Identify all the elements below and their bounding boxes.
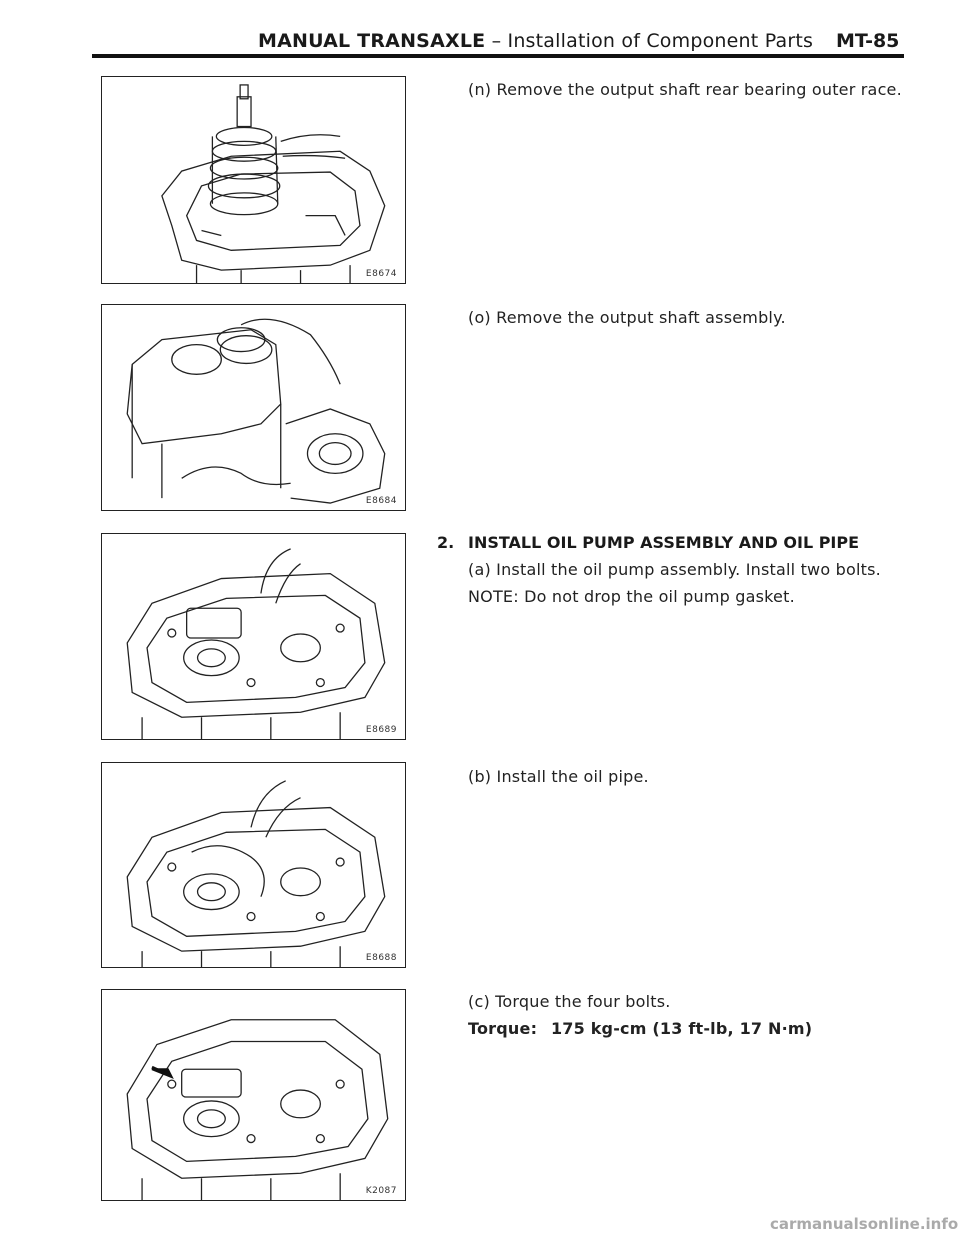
footer-watermark: carmanualsonline.info <box>770 1215 959 1233</box>
figure-code: E8674 <box>365 269 397 279</box>
figure-oil-pump <box>101 533 406 740</box>
figure-output-shaft <box>101 76 406 284</box>
figure-code: E8689 <box>365 725 397 735</box>
page-header <box>0 0 960 60</box>
figure-code: E8684 <box>365 496 397 506</box>
step-a-text: (a) Install the oil pump assembly. Install two bolts. <box>468 560 881 579</box>
step-c-text: (c) Torque the four bolts. <box>468 992 671 1011</box>
step-o-text: (o) Remove the output shaft assembly. <box>468 308 786 327</box>
figure-torque-bolts <box>101 989 406 1201</box>
header-rule <box>92 54 904 58</box>
bearing-race-illustration <box>102 305 405 510</box>
oil-pipe-illustration <box>102 763 405 967</box>
step-n-text: (n) Remove the output shaft rear bearing outer race. <box>468 80 902 99</box>
header-title <box>258 30 813 52</box>
figure-code: E8688 <box>365 953 397 963</box>
note-text: NOTE: Do not drop the oil pump gasket. <box>468 587 795 606</box>
header-section-name: MANUAL TRANSAXLE <box>258 30 486 52</box>
oil-pump-illustration <box>102 534 405 739</box>
step-b-text: (b) Install the oil pipe. <box>468 767 649 786</box>
figure-oil-pipe <box>101 762 406 968</box>
torque-label: Torque: <box>468 1019 538 1038</box>
header-subtitle: Installation of Component Parts <box>507 30 814 52</box>
figure-code: K2087 <box>365 1186 397 1196</box>
section-2-title: INSTALL OIL PUMP ASSEMBLY AND OIL PIPE <box>468 533 860 552</box>
header-separator: – <box>491 30 502 52</box>
page-number: MT-85 <box>836 30 900 52</box>
figure-bearing-race <box>101 304 406 511</box>
torque-value: 175 kg-cm (13 ft-lb, 17 N·m) <box>550 1019 813 1038</box>
torque-bolts-illustration <box>102 990 405 1200</box>
section-2-number: 2. <box>437 533 455 552</box>
output-shaft-illustration <box>102 77 405 283</box>
torque-spec <box>468 1019 812 1038</box>
